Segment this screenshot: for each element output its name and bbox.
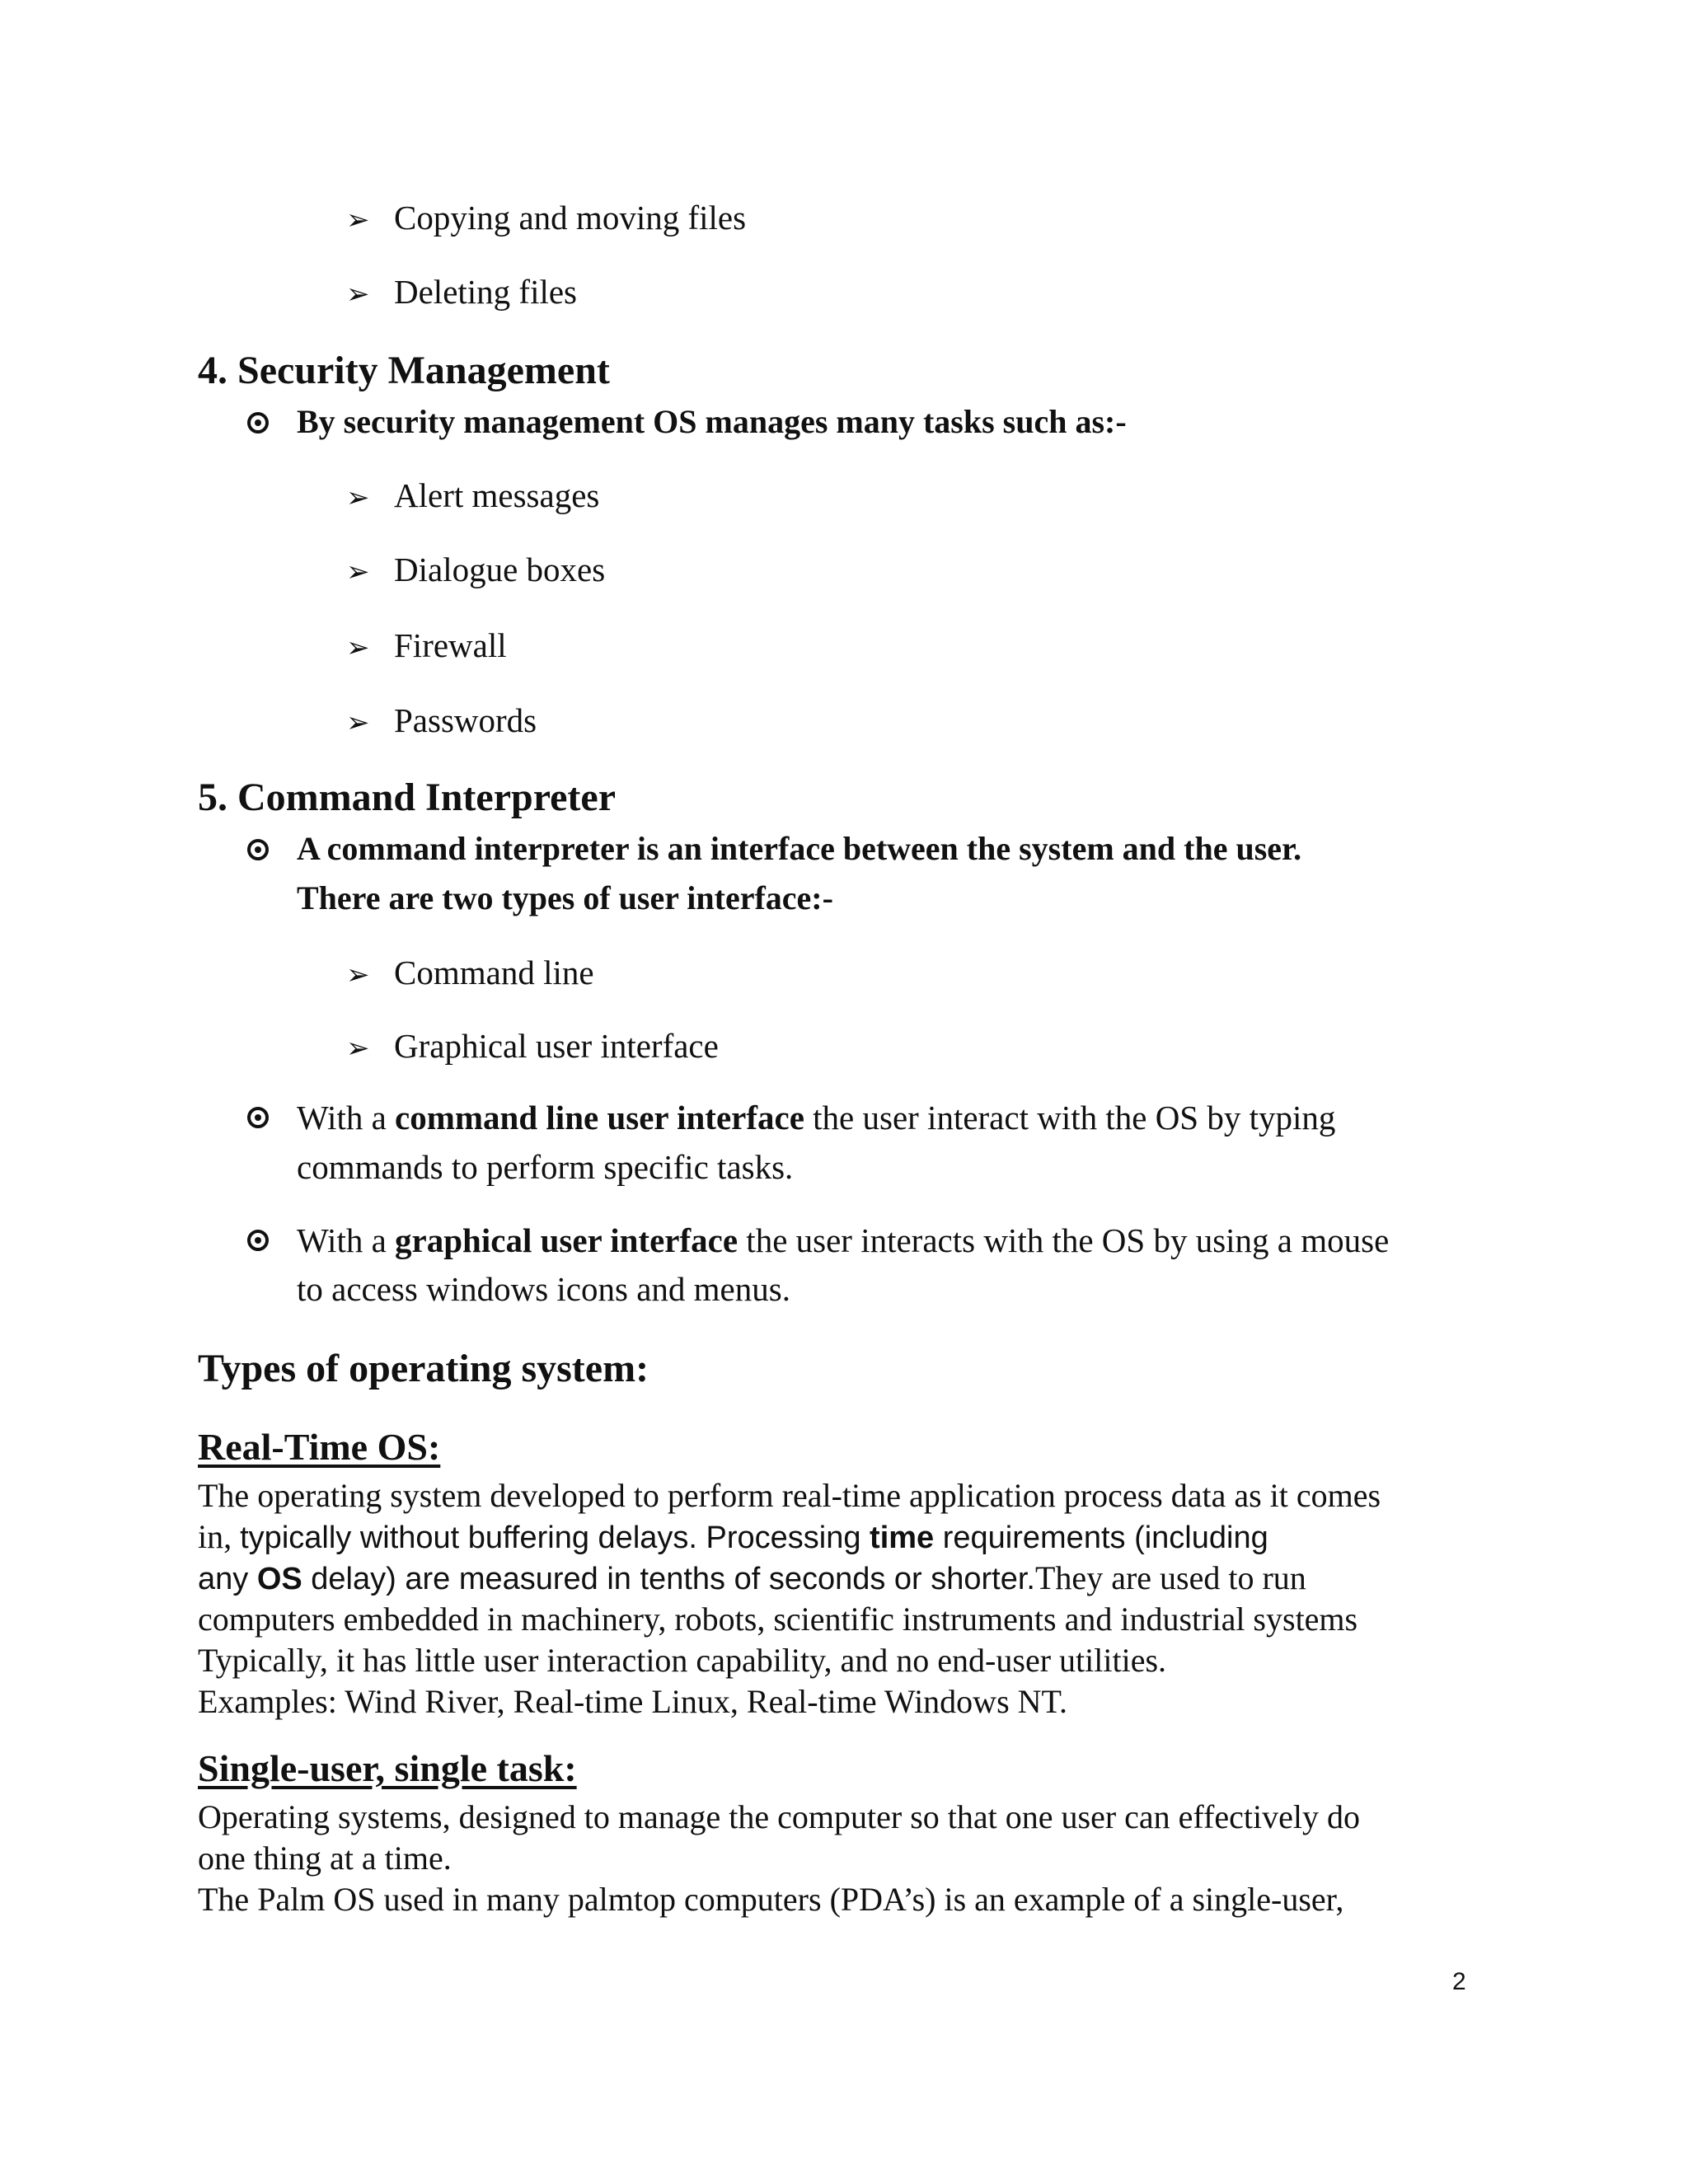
- cli-prefix: With a: [297, 1099, 396, 1137]
- gui-term: graphical user interface: [395, 1221, 738, 1259]
- realtime-line2-term: time: [870, 1521, 935, 1555]
- circle-bullet-icon: [247, 1107, 269, 1128]
- arrow-bullet-icon: ➢: [346, 278, 370, 311]
- realtime-line3: [198, 1558, 1306, 1600]
- realtime-line2: [198, 1516, 1268, 1558]
- section-heading-security: 4. Security Management: [198, 349, 610, 392]
- list-item: Firewall: [394, 626, 507, 664]
- list-item: Graphical user interface: [394, 1027, 719, 1065]
- realtime-line5: Typically, it has little user interaction capability, and no end-user utilities.: [198, 1642, 1167, 1679]
- arrow-bullet-icon: ➢: [346, 958, 370, 991]
- circle-bullet-icon: [247, 1230, 269, 1251]
- list-item: Alert messages: [394, 476, 600, 514]
- security-intro: By security management OS manages many tasks such as:-: [297, 403, 1127, 440]
- subheading-realtime: Real-Time OS:: [198, 1426, 441, 1468]
- realtime-line2-d: requirements (including: [934, 1521, 1268, 1555]
- single-line1: Operating systems, designed to manage the computer so that one user can effectively do: [198, 1798, 1360, 1835]
- gui-paragraph-line2: to access windows icons and menus.: [297, 1270, 790, 1308]
- gui-rest: the user interacts with the OS by using a mouse: [738, 1221, 1390, 1259]
- command-intro-line2: There are two types of user interface:-: [297, 879, 833, 916]
- single-line3: The Palm OS used in many palmtop computers (PDA’s) is an example of a single-user,: [198, 1881, 1344, 1918]
- realtime-line3-d: They are used to run: [1035, 1559, 1306, 1596]
- page-number: 2: [1452, 1968, 1466, 1995]
- realtime-line3-c: delay) are measured in tenths of seconds or shorter.: [302, 1562, 1035, 1596]
- list-item: Copying and moving files: [394, 199, 747, 237]
- cli-term: command line user interface: [395, 1099, 804, 1137]
- circle-bullet-icon: [247, 412, 269, 434]
- arrow-bullet-icon: ➢: [346, 555, 370, 588]
- list-item: Dialogue boxes: [394, 551, 606, 588]
- arrow-bullet-icon: ➢: [346, 1032, 370, 1065]
- list-item: Passwords: [394, 701, 537, 739]
- arrow-bullet-icon: ➢: [346, 204, 370, 237]
- arrow-bullet-icon: ➢: [346, 631, 370, 664]
- realtime-line2-b: typically without buffering delays. Processing: [240, 1521, 870, 1555]
- list-item: Command line: [394, 954, 594, 991]
- subheading-single-user: Single-user, single task:: [198, 1747, 577, 1789]
- arrow-bullet-icon: ➢: [346, 481, 370, 514]
- cli-paragraph-line1: [297, 1098, 1335, 1137]
- command-intro-line1: A command interpreter is an interface between the system and the user.: [297, 830, 1302, 867]
- realtime-line3-a: any: [198, 1562, 257, 1596]
- gui-prefix: With a: [297, 1221, 396, 1259]
- cli-paragraph-line2: commands to perform specific tasks.: [297, 1148, 794, 1186]
- section-heading-types: Types of operating system:: [198, 1347, 649, 1390]
- realtime-line6: Examples: Wind River, Real-time Linux, Real-time Windows NT.: [198, 1683, 1067, 1720]
- realtime-line3-term: OS: [256, 1562, 302, 1596]
- list-item: Deleting files: [394, 273, 578, 311]
- single-line2: one thing at a time.: [198, 1840, 452, 1877]
- arrow-bullet-icon: ➢: [346, 706, 370, 739]
- gui-paragraph-line1: [297, 1221, 1389, 1260]
- cli-rest: the user interact with the OS by typing: [804, 1099, 1336, 1137]
- realtime-line4: computers embedded in machinery, robots, scientific instruments and industrial systems: [198, 1601, 1358, 1638]
- realtime-line2-a: in,: [198, 1518, 241, 1555]
- circle-bullet-icon: [247, 839, 269, 860]
- realtime-line1: The operating system developed to perform real-time application process data as it comes: [198, 1477, 1381, 1514]
- section-heading-command: 5. Command Interpreter: [198, 776, 617, 819]
